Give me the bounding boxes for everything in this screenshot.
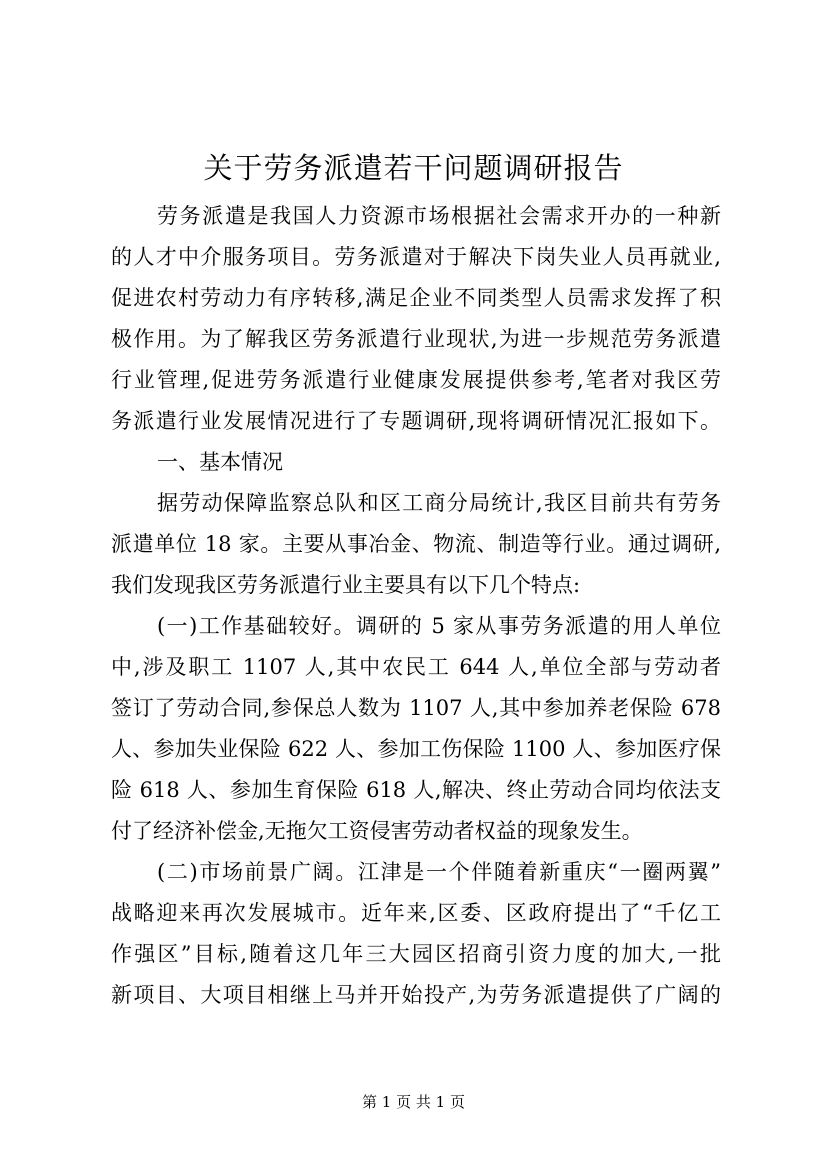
paragraph-line: 促进农村劳动力有序转移,满足企业不同类型人员需求发挥了积 [111,286,721,310]
paragraph-line: 作强区”目标,随着这几年三大园区招商引资力度的加大,一批 [111,942,721,966]
paragraph-line: 劳务派遣是我国人力资源市场根据社会需求开办的一种新 [157,204,721,228]
paragraph-line: 战略迎来再次发展城市。近年来,区委、区政府提出了“千亿工 [111,901,721,925]
paragraph-line: 行业管理,促进劳务派遣行业健康发展提供参考,笔者对我区劳 [111,368,721,392]
paragraph-line: 务派遣行业发展情况进行了专题调研,现将调研情况汇报如下。 [111,409,721,433]
section-heading: 一、基本情况 [157,450,283,474]
paragraph-line: 付了经济补偿金,无拖欠工资侵害劳动者权益的现象发生。 [111,819,643,843]
paragraph-line: 签订了劳动合同,参保总人数为 1107 人,其中参加养老保险 678 [111,696,721,720]
paragraph-line: 险 618 人、参加生育保险 618 人,解决、终止劳动合同均依法支 [111,778,721,802]
document-body [111,196,721,1016]
paragraph-line: (一)工作基础较好。调研的 5 家从事劳务派遣的用人单位 [157,614,721,638]
paragraph-line: 据劳动保障监察总队和区工商分局统计,我区目前共有劳务 [157,491,721,515]
paragraph-line: 极作用。为了解我区劳务派遣行业现状,为进一步规范劳务派遣 [111,327,721,351]
paragraph-line: 我们发现我区劳务派遣行业主要具有以下几个特点: [111,573,581,597]
paragraph-line: 人、参加失业保险 622 人、参加工伤保险 1100 人、参加医疗保 [111,737,721,761]
paragraph-line: 新项目、大项目相继上马并开始投产,为劳务派遣提供了广阔的 [111,983,721,1007]
paragraph-line: 派遣单位 18 家。主要从事冶金、物流、制造等行业。通过调研, [111,532,721,556]
document-title: 关于劳务派遣若干问题调研报告 [203,151,624,185]
paragraph-line: 的人才中介服务项目。劳务派遣对于解决下岗失业人员再就业, [111,245,721,269]
page-footer: 第 1 页 共 1 页 [362,1093,465,1111]
paragraph-line: (二)市场前景广阔。江津是一个伴随着新重庆“一圈两翼” [157,860,721,884]
paragraph-line: 中,涉及职工 1107 人,其中农民工 644 人,单位全部与劳动者 [111,655,721,679]
